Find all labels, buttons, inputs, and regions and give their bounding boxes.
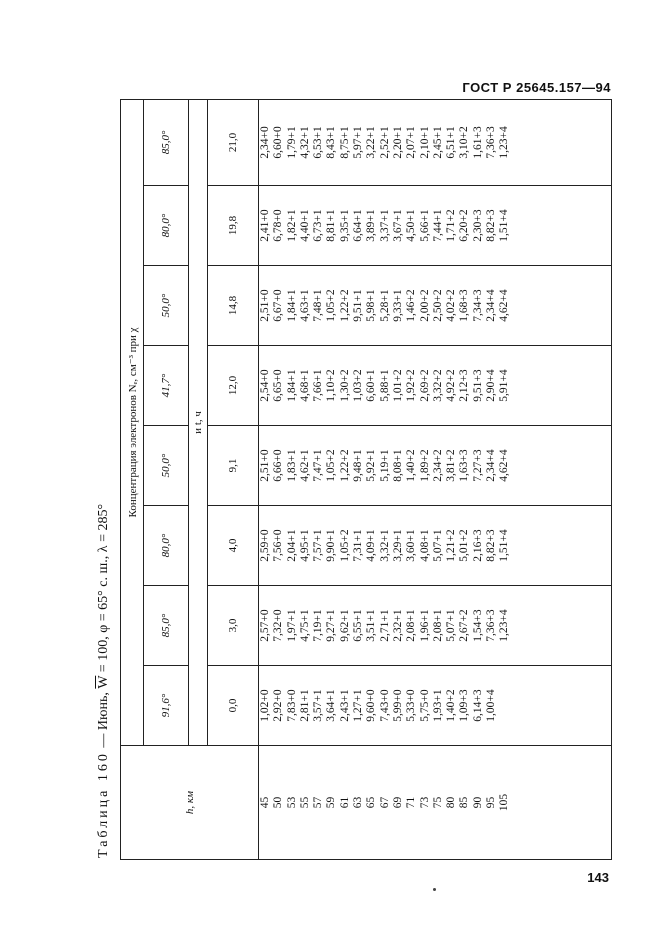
hour-row (208, 99, 259, 859)
table-cell: 8,08+1 (391, 449, 404, 482)
table-cell: 6,73+1 (312, 209, 325, 242)
table-cell: 1,83+1 (285, 449, 298, 482)
table-cell: 7,36+3 (485, 126, 498, 159)
height-value: 80 (445, 796, 458, 809)
table-cell: 9,27+1 (325, 609, 338, 642)
height-value: 73 (418, 796, 431, 809)
caption-w: $\overline{W}$ (96, 675, 111, 689)
table-cell: 2,20+1 (391, 126, 404, 159)
table-cell: 2,12+3 (458, 369, 471, 402)
data-row (259, 99, 612, 859)
table-cell: 6,51+1 (445, 126, 458, 159)
height-value: 45 (259, 796, 271, 809)
value-column (259, 346, 612, 426)
chi-header: 80,0° (144, 186, 189, 266)
table-cell: 8,43+1 (325, 126, 338, 159)
table-cell: 1,92+2 (405, 369, 418, 402)
table-cell: 5,01+2 (458, 529, 471, 562)
height-value: 67 (378, 796, 391, 809)
chi-header: 91,6° (144, 666, 189, 746)
speck (433, 888, 436, 891)
table-cell: 1,23+4 (498, 609, 511, 642)
table-cell: 7,47+1 (312, 449, 325, 482)
table-cell: 2,57+0 (259, 609, 271, 642)
table-cell: 5,98+1 (365, 289, 378, 322)
table-cell: 3,37+1 (378, 209, 391, 242)
table-cell: 2,50+2 (431, 289, 444, 322)
table-cell: 5,91+4 (498, 369, 511, 402)
time-header: и t, ч (189, 99, 208, 745)
height-value: 63 (352, 796, 365, 809)
table-cell: 3,64+1 (325, 689, 338, 722)
height-value: 53 (285, 796, 298, 809)
table-cell: 8,81+1 (325, 209, 338, 242)
table-cell: 2,34+4 (485, 449, 498, 482)
value-column (259, 186, 612, 266)
page-number: 143 (587, 870, 609, 885)
height-column-header: h, км (121, 746, 259, 860)
table-cell: 1,05+2 (325, 449, 338, 482)
table-cell: 9,33+1 (391, 289, 404, 322)
value-column (259, 586, 612, 666)
table-cell: 7,56+0 (272, 529, 285, 562)
table-cell: 2,16+3 (471, 529, 484, 562)
table-cell: 1,30+2 (338, 369, 351, 402)
chi-header: 50,0° (144, 266, 189, 346)
table-cell: 1,82+1 (285, 209, 298, 242)
table-cell: 6,20+2 (458, 209, 471, 242)
value-column (259, 426, 612, 506)
table-cell: 7,36+3 (485, 609, 498, 642)
table-cell: 1,05+2 (325, 289, 338, 322)
table-cell: 2,04+1 (285, 529, 298, 562)
data-table (120, 99, 612, 860)
table-cell: 1,79+1 (285, 126, 298, 159)
table-cell: 2,92+0 (272, 689, 285, 722)
table-cell: 4,32+1 (298, 126, 311, 159)
table-cell: 2,08+1 (431, 609, 444, 642)
table-cell: 1,84+1 (285, 369, 298, 402)
table-cell: 6,64+1 (352, 209, 365, 242)
hour-header: 14,8 (208, 266, 259, 346)
height-value: 57 (312, 796, 325, 809)
table-cell: 1,01+2 (391, 369, 404, 402)
hour-header: 3,0 (208, 586, 259, 666)
table-cell: 3,10+2 (458, 126, 471, 159)
table-cell: 2,08+1 (405, 609, 418, 642)
table-cell: 8,82+3 (485, 529, 498, 562)
table-cell: 1,40+2 (445, 689, 458, 722)
table-cell: 1,84+1 (285, 289, 298, 322)
table-cell: 3,60+1 (405, 529, 418, 562)
table-cell: 3,29+1 (391, 529, 404, 562)
table-cell: 7,19+1 (312, 609, 325, 642)
height-value: 90 (471, 796, 484, 809)
table-cell: 2,43+1 (338, 689, 351, 722)
table-cell: 5,07+1 (445, 609, 458, 642)
table-cell: 5,99+0 (391, 689, 404, 722)
table-cell: 2,67+2 (458, 609, 471, 642)
table-cell: 1,63+3 (458, 449, 471, 482)
table-cell: 1,68+3 (458, 289, 471, 322)
table-cell: 1,02+0 (259, 689, 271, 722)
table-cell: 2,30+3 (471, 209, 484, 242)
table-cell: 4,75+1 (298, 609, 311, 642)
table-cell: 4,02+2 (445, 289, 458, 322)
table-cell: 1,23+4 (498, 126, 511, 159)
height-value: 95 (485, 796, 498, 809)
table-cell: 8,75+1 (338, 126, 351, 159)
table-cell: 6,60+0 (272, 126, 285, 159)
table-cell: 5,07+1 (431, 529, 444, 562)
table-cell: 1,71+2 (445, 209, 458, 242)
height-value: 71 (405, 796, 418, 809)
table-cell: 4,63+1 (298, 289, 311, 322)
hour-header: 19,8 (208, 186, 259, 266)
table-cell: 5,75+0 (418, 689, 431, 722)
height-value: 105 (498, 793, 511, 812)
table-cell: 3,32+2 (431, 369, 444, 402)
chi-header: 85,0° (144, 586, 189, 666)
table-cell: 1,00+4 (485, 689, 498, 722)
table-cell: 4,40+1 (298, 209, 311, 242)
table-cell: 1,51+4 (498, 209, 511, 242)
table-cell: 6,65+0 (272, 369, 285, 402)
table-cell: 7,31+1 (352, 529, 365, 562)
table-cell: 5,92+1 (365, 449, 378, 482)
table-cell: 4,95+1 (298, 529, 311, 562)
height-values (259, 746, 612, 860)
table-cell: 5,33+0 (405, 689, 418, 722)
height-value: 65 (365, 796, 378, 809)
table-cell: 7,48+1 (312, 289, 325, 322)
hour-header: 4,0 (208, 506, 259, 586)
table-cell: 2,00+2 (418, 289, 431, 322)
table-cell: 9,35+1 (338, 209, 351, 242)
table-cell: 4,62+4 (498, 449, 511, 482)
table-cell: 1,54+3 (471, 609, 484, 642)
table-cell: 6,55+1 (352, 609, 365, 642)
height-value: 85 (458, 796, 471, 809)
table-cell: 9,90+1 (325, 529, 338, 562)
table-cell: 4,92+2 (445, 369, 458, 402)
table-cell: 4,50+1 (405, 209, 418, 242)
concentration-header: Концентрация электронов Nₑ, см⁻³ при χ (121, 99, 144, 745)
table-caption (92, 504, 116, 858)
table-cell: 1,97+1 (285, 609, 298, 642)
table-cell: 1,46+2 (405, 289, 418, 322)
table-cell: 6,66+0 (272, 449, 285, 482)
table-cell: 2,59+0 (259, 529, 271, 562)
table-cell: 3,22+1 (365, 126, 378, 159)
table-cell: 2,41+0 (259, 209, 271, 242)
chi-header: 85,0° (144, 99, 189, 185)
table-cell: 4,08+1 (418, 529, 431, 562)
hour-header: 12,0 (208, 346, 259, 426)
height-value: 59 (325, 796, 338, 809)
table-cell: 6,60+1 (365, 369, 378, 402)
table-cell: 1,96+1 (418, 609, 431, 642)
table-cell: 2,07+1 (405, 126, 418, 159)
chi-header: 50,0° (144, 426, 189, 506)
table-cell: 7,57+1 (312, 529, 325, 562)
table-cell: 2,54+0 (259, 369, 271, 402)
table-cell: 4,68+1 (298, 369, 311, 402)
table-cell: 5,88+1 (378, 369, 391, 402)
document-header: ГОСТ Р 25645.157—94 (462, 80, 611, 95)
table-cell: 5,97+1 (352, 126, 365, 159)
height-value: 69 (391, 796, 404, 809)
table-cell: 5,28+1 (378, 289, 391, 322)
table-cell: 8,82+3 (485, 209, 498, 242)
table-cell: 9,51+1 (352, 289, 365, 322)
table-cell: 1,05+2 (338, 529, 351, 562)
caption-rest: = 100, φ = 65° с. ш., λ = 285° (96, 503, 111, 676)
caption-month: — Июнь, (96, 688, 111, 752)
table-cell: 9,60+0 (365, 689, 378, 722)
hour-header: 9,1 (208, 426, 259, 506)
table-cell: 2,34+2 (431, 449, 444, 482)
table-cell: 2,34+4 (485, 289, 498, 322)
table-cell: 3,51+1 (365, 609, 378, 642)
table-cell: 5,19+1 (378, 449, 391, 482)
table-cell: 2,69+2 (418, 369, 431, 402)
table-cell: 2,34+0 (259, 126, 271, 159)
height-value: 61 (338, 796, 351, 809)
table-cell: 2,51+0 (259, 449, 271, 482)
chi-header: 41,7° (144, 346, 189, 426)
table-cell: 7,44+1 (431, 209, 444, 242)
chi-header: 80,0° (144, 506, 189, 586)
chi-row (144, 99, 189, 859)
table-cell: 6,78+0 (272, 209, 285, 242)
table-cell: 1,22+2 (338, 289, 351, 322)
value-column (259, 99, 612, 185)
table-cell: 1,27+1 (352, 689, 365, 722)
table-cell: 1,21+2 (445, 529, 458, 562)
height-value: 75 (431, 796, 444, 809)
height-value: 55 (298, 796, 311, 809)
table-cell: 3,67+1 (391, 209, 404, 242)
table-cell: 9,51+3 (471, 369, 484, 402)
table-cell: 7,43+0 (378, 689, 391, 722)
table-cell: 6,67+0 (272, 289, 285, 322)
table-cell: 3,57+1 (312, 689, 325, 722)
table-cell: 1,51+4 (498, 529, 511, 562)
table-cell: 1,09+3 (458, 689, 471, 722)
table-cell: 1,89+2 (418, 449, 431, 482)
table-cell: 9,62+1 (338, 609, 351, 642)
table-cell: 2,90+4 (485, 369, 498, 402)
value-column (259, 266, 612, 346)
table-cell: 2,71+1 (378, 609, 391, 642)
table-cell: 3,89+1 (365, 209, 378, 242)
table-cell: 1,10+2 (325, 369, 338, 402)
hour-header: 21,0 (208, 99, 259, 185)
table-cell: 2,32+1 (391, 609, 404, 642)
table-cell: 4,09+1 (365, 529, 378, 562)
height-value: 50 (272, 796, 285, 809)
table-cell: 1,40+2 (405, 449, 418, 482)
table-cell: 2,52+1 (378, 126, 391, 159)
table-cell: 1,03+2 (352, 369, 365, 402)
table-cell: 6,53+1 (312, 126, 325, 159)
table-cell: 2,45+1 (431, 126, 444, 159)
table-cell: 2,51+0 (259, 289, 271, 322)
table-cell: 9,48+1 (352, 449, 365, 482)
table-cell: 7,83+0 (285, 689, 298, 722)
table-cell: 3,32+1 (378, 529, 391, 562)
table-cell: 6,14+3 (471, 689, 484, 722)
value-column (259, 506, 612, 586)
table-cell: 7,34+3 (471, 289, 484, 322)
table-cell: 3,81+2 (445, 449, 458, 482)
table-cell: 1,93+1 (431, 689, 444, 722)
table-cell: 1,61+3 (471, 126, 484, 159)
rotated-table-frame (92, 100, 592, 860)
table-cell: 7,32+0 (272, 609, 285, 642)
table-cell: 2,81+1 (298, 689, 311, 722)
table-cell: 7,27+3 (471, 449, 484, 482)
caption-prefix: Таблица 160 (96, 751, 111, 858)
value-column (259, 666, 612, 746)
table-cell: 7,66+1 (312, 369, 325, 402)
table-cell: 4,62+1 (298, 449, 311, 482)
table-cell: 5,66+1 (418, 209, 431, 242)
table-cell: 4,62+4 (498, 289, 511, 322)
table-cell: 1,22+2 (338, 449, 351, 482)
table-cell: 2,10+1 (418, 126, 431, 159)
hour-header: 0,0 (208, 666, 259, 746)
